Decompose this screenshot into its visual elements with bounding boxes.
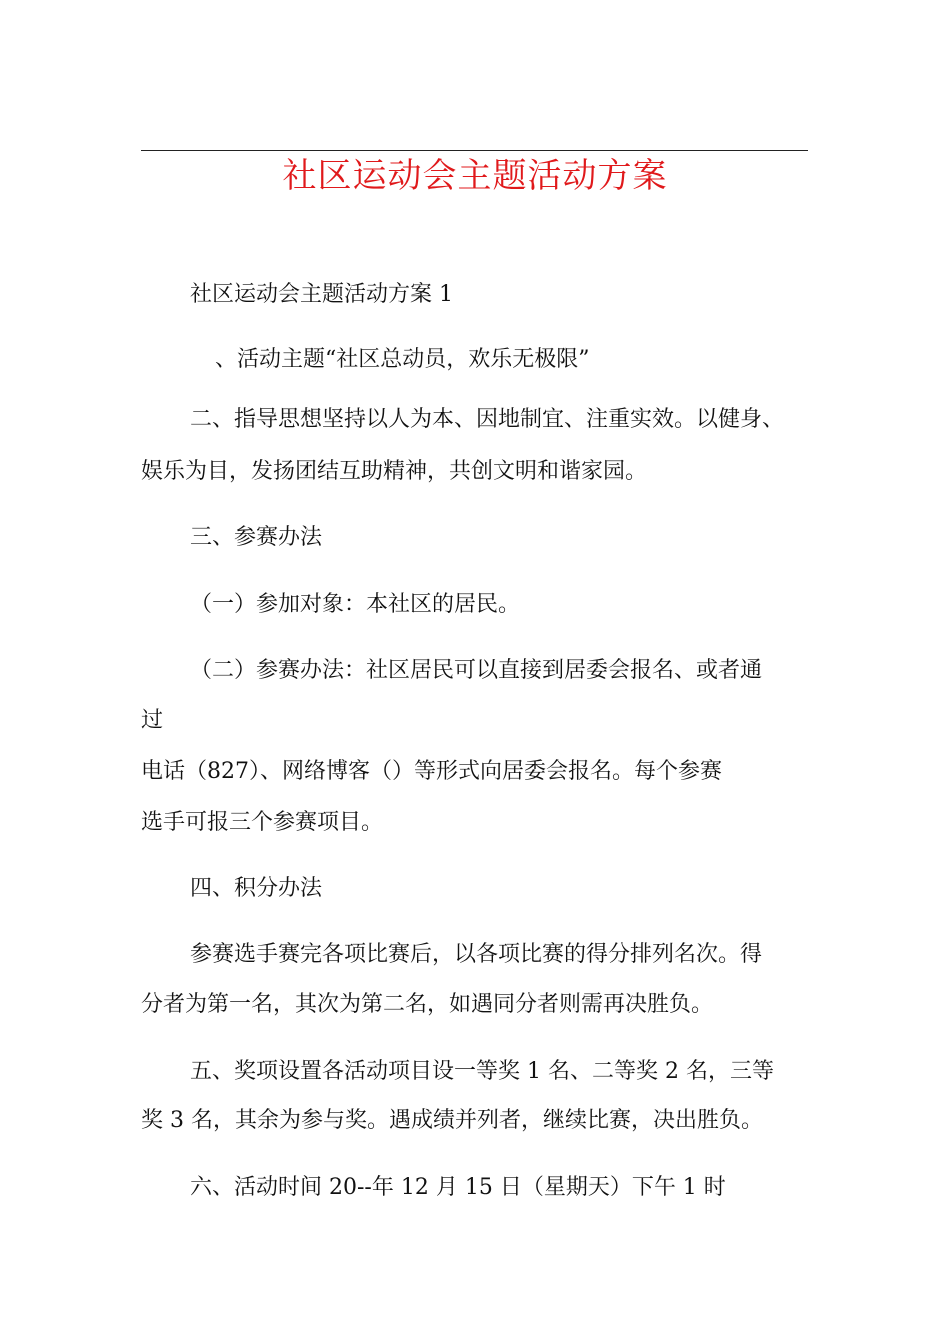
paragraph-line: 二、指导思想坚持以人为本、因地制宜、注重实效。以健身、 — [190, 407, 785, 432]
section-heading: 社区运动会主题活动方案 1 — [190, 282, 453, 307]
paragraph-line: 过 — [141, 708, 164, 733]
paragraph-line: （二）参赛办法：社区居民可以直接到居委会报名、或者通 — [190, 658, 763, 683]
paragraph-line: 六、活动时间 20--年 12 月 15 日（星期天）下午 1 时 — [190, 1175, 726, 1200]
paragraph-line: 奖 3 名，其余为参与奖。遇成绩并列者，继续比赛，决出胜负。 — [141, 1108, 763, 1133]
paragraph-line: 参赛选手赛完各项比赛后，以各项比赛的得分排列名次。得 — [190, 942, 763, 967]
paragraph-line: （一）参加对象：本社区的居民。 — [190, 592, 521, 617]
paragraph-line: 分者为第一名，其次为第二名，如遇同分者则需再决胜负。 — [141, 992, 714, 1017]
paragraph-line: 电话（827）、网络博客（）等形式向居委会报名。每个参赛 — [141, 759, 722, 784]
paragraph-line: 三、参赛办法 — [190, 525, 323, 550]
paragraph-line: 、活动主题“社区总动员，欢乐无极限” — [215, 347, 590, 372]
paragraph-line: 四、积分办法 — [190, 876, 323, 901]
document-title: 社区运动会主题活动方案 — [282, 156, 668, 196]
paragraph-line: 娱乐为目，发扬团结互助精神，共创文明和谐家园。 — [141, 459, 648, 484]
paragraph-line: 五、奖项设置各活动项目设一等奖 1 名、二等奖 2 名，三等 — [190, 1059, 774, 1084]
paragraph-line: 选手可报三个参赛项目。 — [141, 810, 384, 835]
